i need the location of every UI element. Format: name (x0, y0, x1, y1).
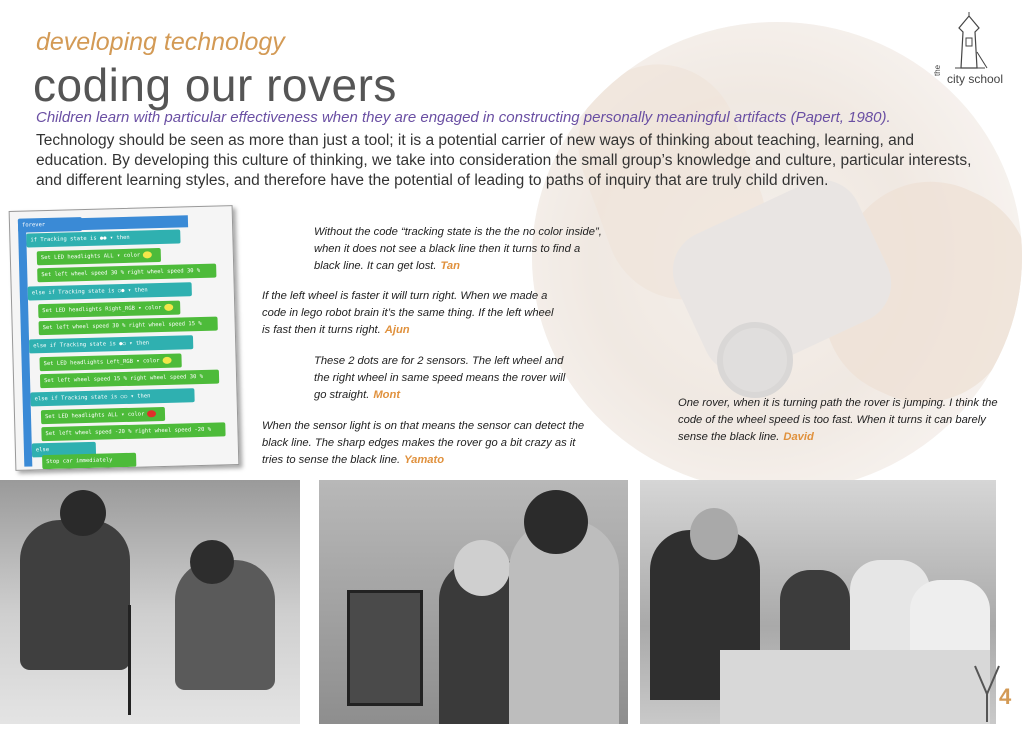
comment-david: One rover, when it is turning path the rover is jumping. I think the code of the wheel speed is too fast. When it turns it can barely sense the black line. David (678, 397, 998, 443)
code-led-3: Set LED headlights Left_RGB ▾ color (39, 354, 181, 372)
comment-author: Yamato (404, 454, 445, 466)
code-blocks-screenshot (9, 205, 240, 471)
school-logo (933, 12, 1015, 86)
color-yellow-swatch (143, 251, 152, 258)
comment-yamato: When the sensor light is on that means the sensor can detect the black line. The sharp edges makes the rover go a bit crazy as it tries to sense the black line. Yamato (262, 420, 585, 466)
logo-name: city school (947, 72, 1004, 86)
code-speed-2: Set left wheel speed 30 % right wheel speed 15 % (39, 317, 218, 336)
page-subtitle: developing technology (36, 28, 285, 56)
code-elseif-1: else if Tracking state is ○● ▾ then (28, 282, 192, 300)
code-led-4: Set LED headlights ALL ▾ color (41, 407, 165, 424)
comment-ajun: If the left wheel is faster it will turn right. When we made a code in lego robot brain it’s the same thing. If the left wheel is fast then it turns right. Ajun (262, 290, 554, 336)
code-forever: forever (18, 217, 82, 233)
code-speed-1: Set left wheel speed 30 % right wheel speed 30 % (37, 264, 216, 283)
photo-students-floor (0, 480, 300, 724)
code-elseif-3: else if Tracking state is ○○ ▾ then (30, 388, 194, 406)
comment-author: Mont (373, 389, 401, 401)
comment-mont: These 2 dots are for 2 sensors. The left wheel and the right wheel in same speed means the rover will go straight. Mont (314, 355, 566, 401)
castle-tower-icon (949, 12, 989, 70)
comment-author: David (783, 431, 814, 443)
code-stop: Stop car immediately (42, 453, 136, 469)
photo-teacher-students-table (640, 480, 996, 724)
page-title: coding our rovers (33, 59, 397, 111)
comment-author: Ajun (384, 324, 410, 336)
color-red-swatch (147, 410, 156, 417)
code-speed-3: Set left wheel speed 15 % right wheel speed 30 % (40, 370, 219, 389)
color-yellow-swatch (162, 357, 171, 364)
comment-author: Tan (440, 260, 460, 272)
code-elseif-2: else if Tracking state is ●○ ▾ then (29, 335, 193, 353)
page-mark (972, 664, 1024, 724)
code-if: if Tracking state is ●● ▾ then (26, 229, 180, 247)
code-else: else (32, 442, 96, 458)
color-yellow-swatch (164, 304, 173, 311)
code-speed-4: Set left wheel speed -20 % right wheel speed -20 % (41, 422, 225, 441)
page-number: 4 (999, 684, 1012, 709)
code-led-1: Set LED headlights ALL ▾ color (37, 248, 161, 265)
intro-paragraph: Technology should be seen as more than just a tool; it is a potential carrier of new ways of thinking about teaching, learning, and education. By developing this culture of thinking, we take into consideration the small group’s knowledge and culture, particular interests, and different learning styles, and therefore have the potential of leading to paths of inquiry that are truly child driven. (36, 132, 972, 189)
logo-the: the (933, 64, 942, 76)
y-letter-icon (972, 664, 1002, 724)
photo-students-computer (319, 480, 628, 724)
code-led-2: Set LED headlights Right_RGB ▾ color (38, 301, 180, 319)
comment-tan: Without the code “tracking state is the the no color inside”, when it does not see a black line then it turns to find a black line. It can get lost. Tan (314, 226, 602, 272)
papert-quote: Children learn with particular effectiveness when they are engaged in constructing personally meaningful artifacts (Papert, 1980). (36, 109, 891, 126)
